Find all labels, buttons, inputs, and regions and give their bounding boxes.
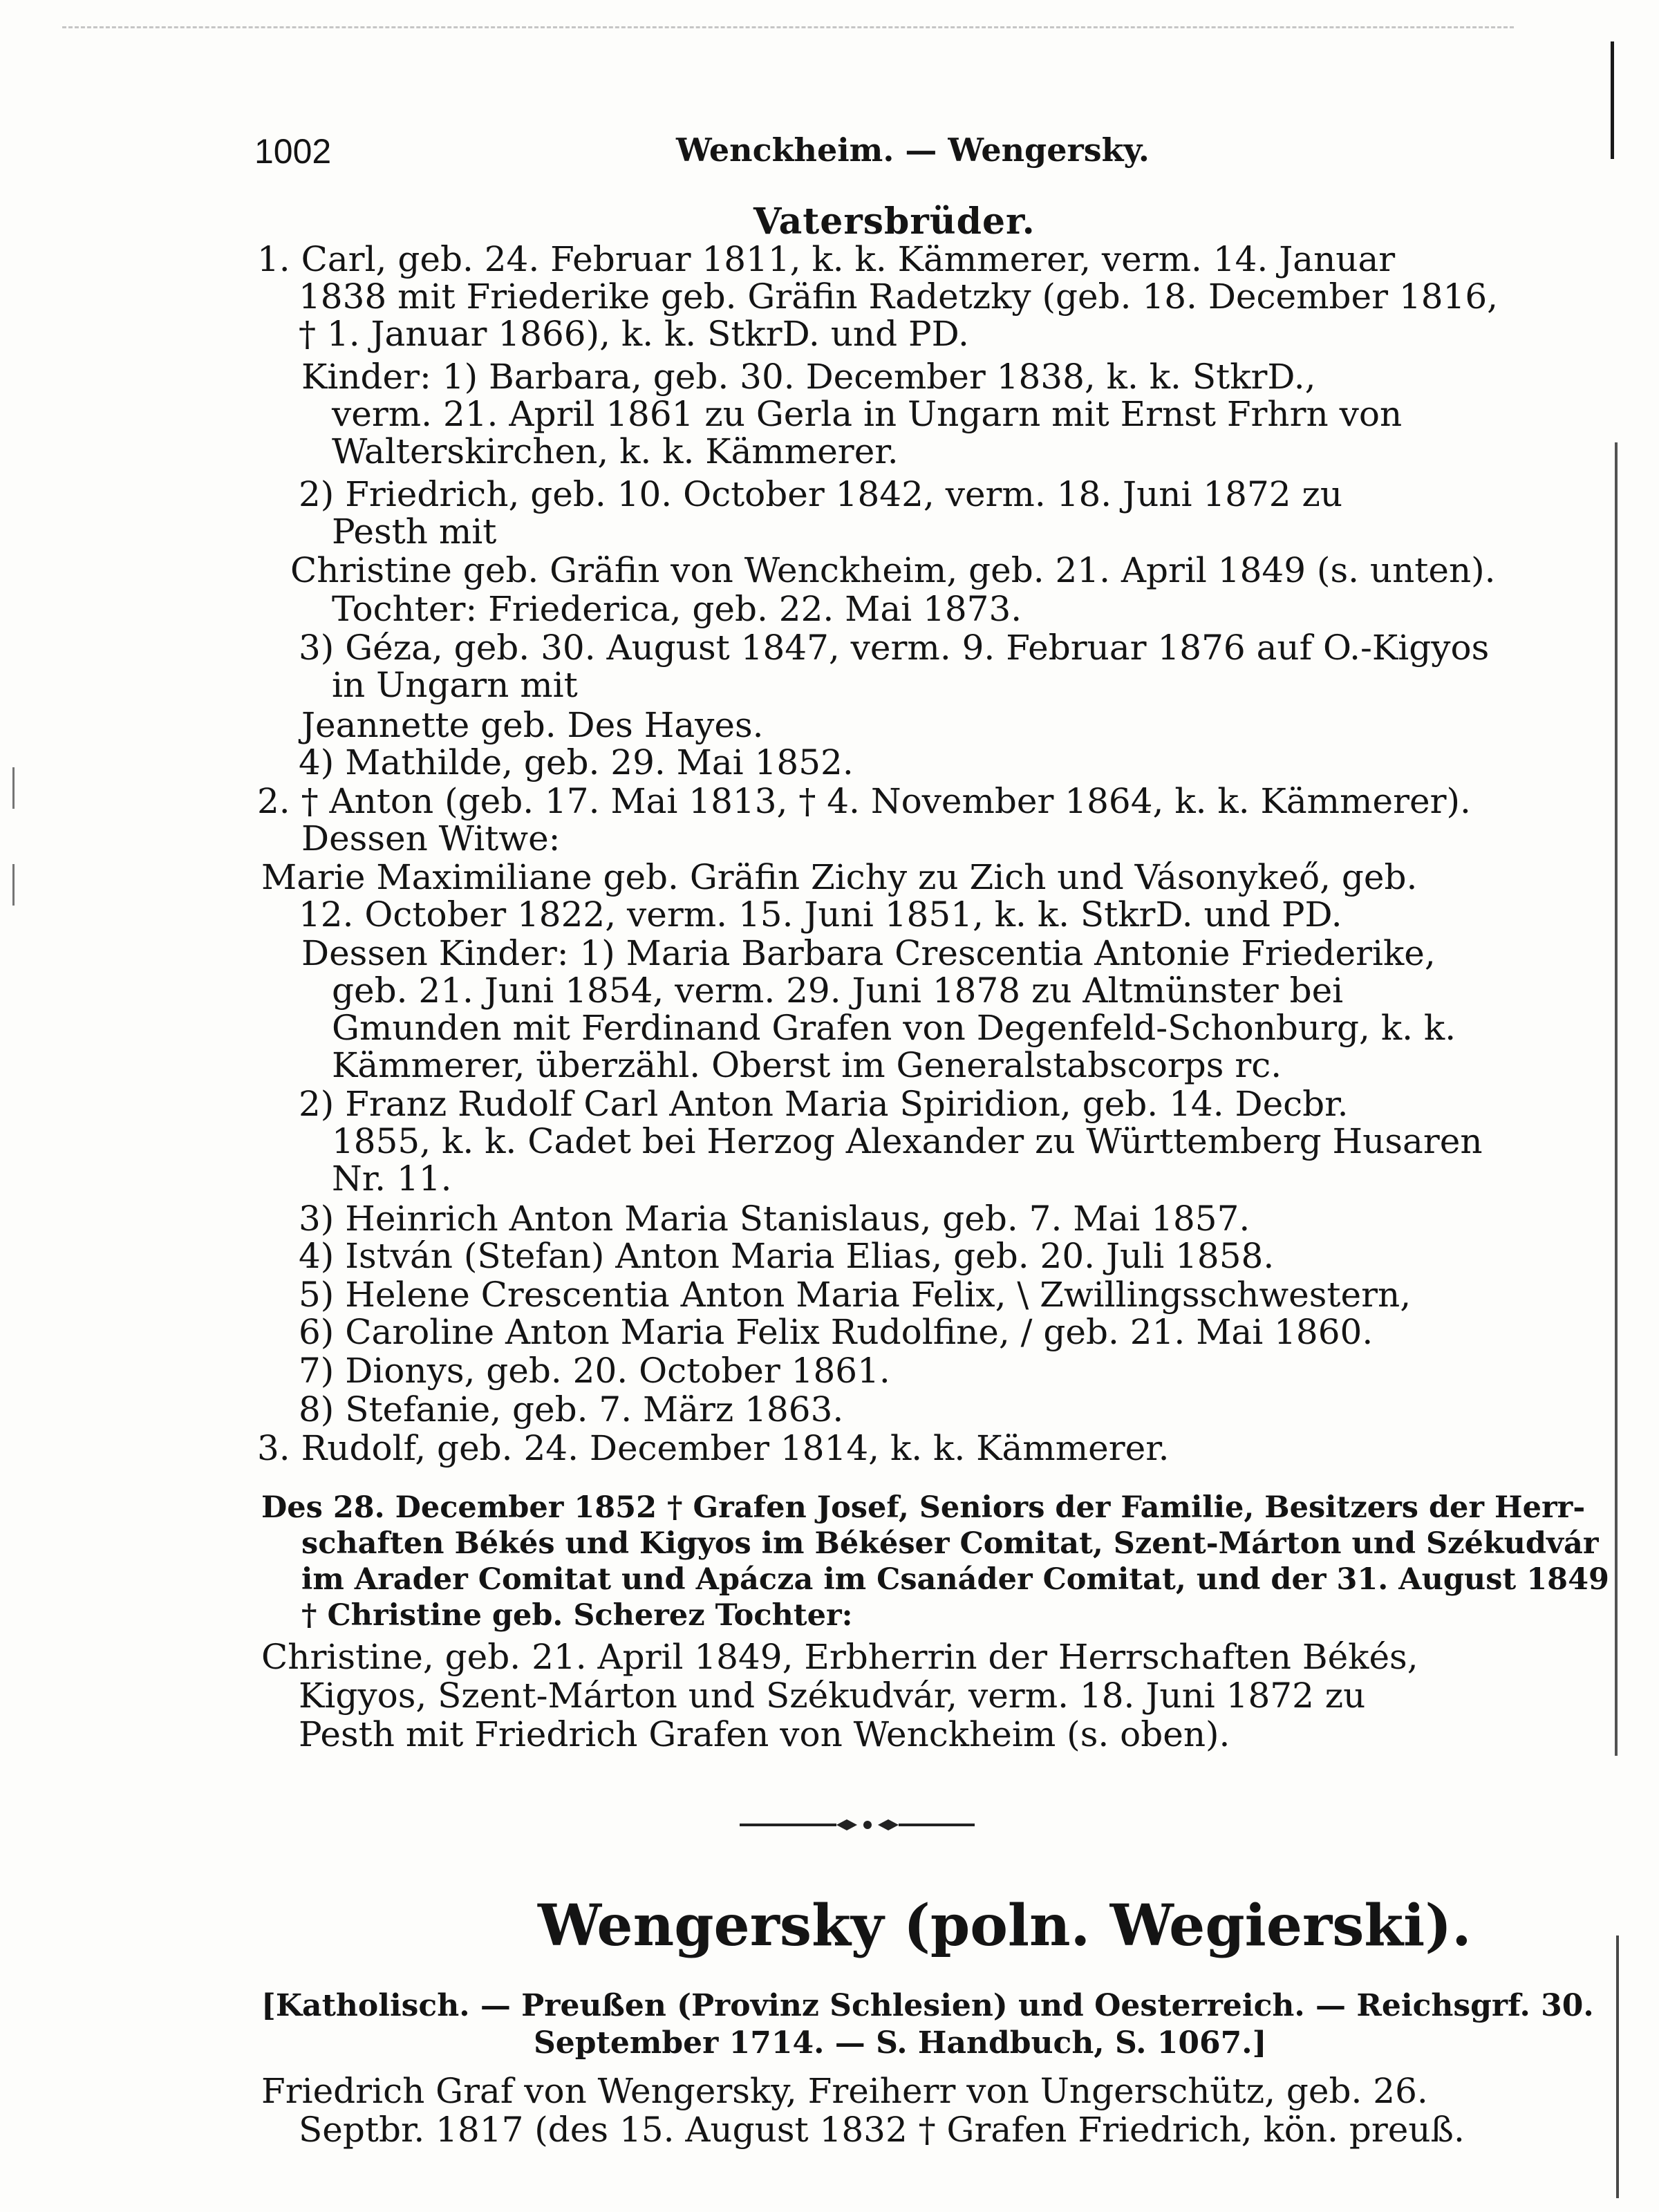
text-line: 1838 mit Friederike geb. Gräfin Radetzky (geb. 18. December 1816, [299,276,1499,317]
text-line: 1. Carl, geb. 24. Februar 1811, k. k. Kämmerer, verm. 14. Januar [257,239,1396,279]
text-line: 2) Friedrich, geb. 10. October 1842, verm. 18. Juni 1872 zu [299,474,1343,514]
section-heading: Vatersbrüder. [753,200,1035,243]
text-line: † Christine geb. Scherez Tochter: [301,1598,853,1633]
text-line: 2) Franz Rudolf Carl Anton Maria Spiridion, geb. 14. Decbr. [299,1084,1349,1124]
text-line: 3) Heinrich Anton Maria Stanislaus, geb. 7. Mai 1857. [299,1199,1250,1239]
text-line: Jeannette geb. Des Hayes. [301,705,764,745]
running-title: Wenckheim. — Wengersky. [676,131,1150,169]
text-line: geb. 21. Juni 1854, verm. 29. Juni 1878 zu Altmünster bei [332,971,1344,1011]
text-line: [Katholisch. — Preußen (Provinz Schlesien) und Oesterreich. — Reichsgrf. 30. [261,1988,1594,2023]
scan-artifact-top-border [62,26,1514,34]
text-line: Des 28. December 1852 † Grafen Josef, Seniors der Familie, Besitzers der Herr- [261,1490,1586,1525]
text-line: Dessen Kinder: 1) Maria Barbara Crescentia Antonie Friederike, [301,933,1436,973]
text-line: Walterskirchen, k. k. Kämmerer. [332,431,899,471]
scan-artifact-edge-mark [1611,41,1614,159]
text-line: schaften Békés und Kigyos im Békéser Comitat, Szent-Márton und Székudvár [301,1526,1599,1561]
text-line: in Ungarn mit [332,665,578,705]
text-line: Pesth mit [332,512,497,552]
text-line: 5) Helene Crescentia Anton Maria Felix, \ Zwillingsschwestern, [299,1275,1412,1315]
text-line: Pesth mit Friedrich Grafen von Wenckheim (s. oben). [299,1714,1230,1754]
text-line: Christine, geb. 21. April 1849, Erbherrin der Herrschaften Békés, [261,1637,1418,1677]
scan-artifact-edge-mark [1615,442,1618,1756]
text-line: Dessen Witwe: [301,818,561,859]
text-line: † 1. Januar 1866), k. k. StkrD. und PD. [299,314,969,354]
text-line: 4) Mathilde, geb. 29. Mai 1852. [299,742,854,782]
text-line: September 1714. — S. Handbuch, S. 1067.] [534,2025,1267,2061]
text-line: verm. 21. April 1861 zu Gerla in Ungarn mit Ernst Frhrn von [332,394,1403,434]
text-line: 4) István (Stefan) Anton Maria Elias, geb. 20. Juli 1858. [299,1236,1275,1276]
text-line: 2. † Anton (geb. 17. Mai 1813, † 4. November 1864, k. k. Kämmerer). [257,781,1471,821]
text-line: Kigyos, Szent-Márton und Székudvár, verm. 18. Juni 1872 zu [299,1676,1366,1716]
text-line: 3. Rudolf, geb. 24. December 1814, k. k. Kämmerer. [257,1428,1170,1468]
page-number: 1002 [254,132,332,171]
text-line: Kämmerer, überzähl. Oberst im Generalstabscorps rc. [332,1045,1282,1085]
text-line: Gmunden mit Ferdinand Grafen von Degenfeld-Schonburg, k. k. [332,1008,1456,1048]
section-divider-ornament [740,1817,975,1833]
scan-artifact-edge-mark [12,864,15,906]
page-header [254,131,1471,173]
text-line: Christine geb. Gräfin von Wenckheim, geb. 21. April 1849 (s. unten). [290,550,1496,590]
text-line: Marie Maximiliane geb. Gräfin Zichy zu Zich und Vásonykeő, geb. [261,857,1418,897]
scan-artifact-edge-mark [1616,1936,1619,2198]
text-line: Kinder: 1) Barbara, geb. 30. December 1838, k. k. StkrD., [301,357,1316,397]
text-line: 1855, k. k. Cadet bei Herzog Alexander zu Württemberg Husaren [332,1121,1483,1161]
text-line: 3) Géza, geb. 30. August 1847, verm. 9. Februar 1876 auf O.-Kigyos [299,628,1490,668]
text-line: 8) Stefanie, geb. 7. März 1863. [299,1389,844,1430]
text-line: Tochter: Friederica, geb. 22. Mai 1873. [332,589,1022,629]
family-title: Wengersky (poln. Wegierski). [538,1893,1472,1959]
scan-artifact-edge-mark [12,767,15,809]
text-line: Septbr. 1817 (des 15. August 1832 † Grafen Friedrich, kön. preuß. [299,2110,1465,2150]
text-line: im Arader Comitat und Apácza im Csanáder Comitat, und der 31. August 1849 [301,1562,1609,1597]
text-line: Nr. 11. [332,1159,452,1199]
text-line: 6) Caroline Anton Maria Felix Rudolfine, / geb. 21. Mai 1860. [299,1312,1374,1352]
text-line: Friedrich Graf von Wengersky, Freiherr von Ungerschütz, geb. 26. [261,2071,1428,2111]
text-line: 12. October 1822, verm. 15. Juni 1851, k. k. StkrD. und PD. [299,894,1342,935]
text-line: 7) Dionys, geb. 20. October 1861. [299,1351,890,1391]
